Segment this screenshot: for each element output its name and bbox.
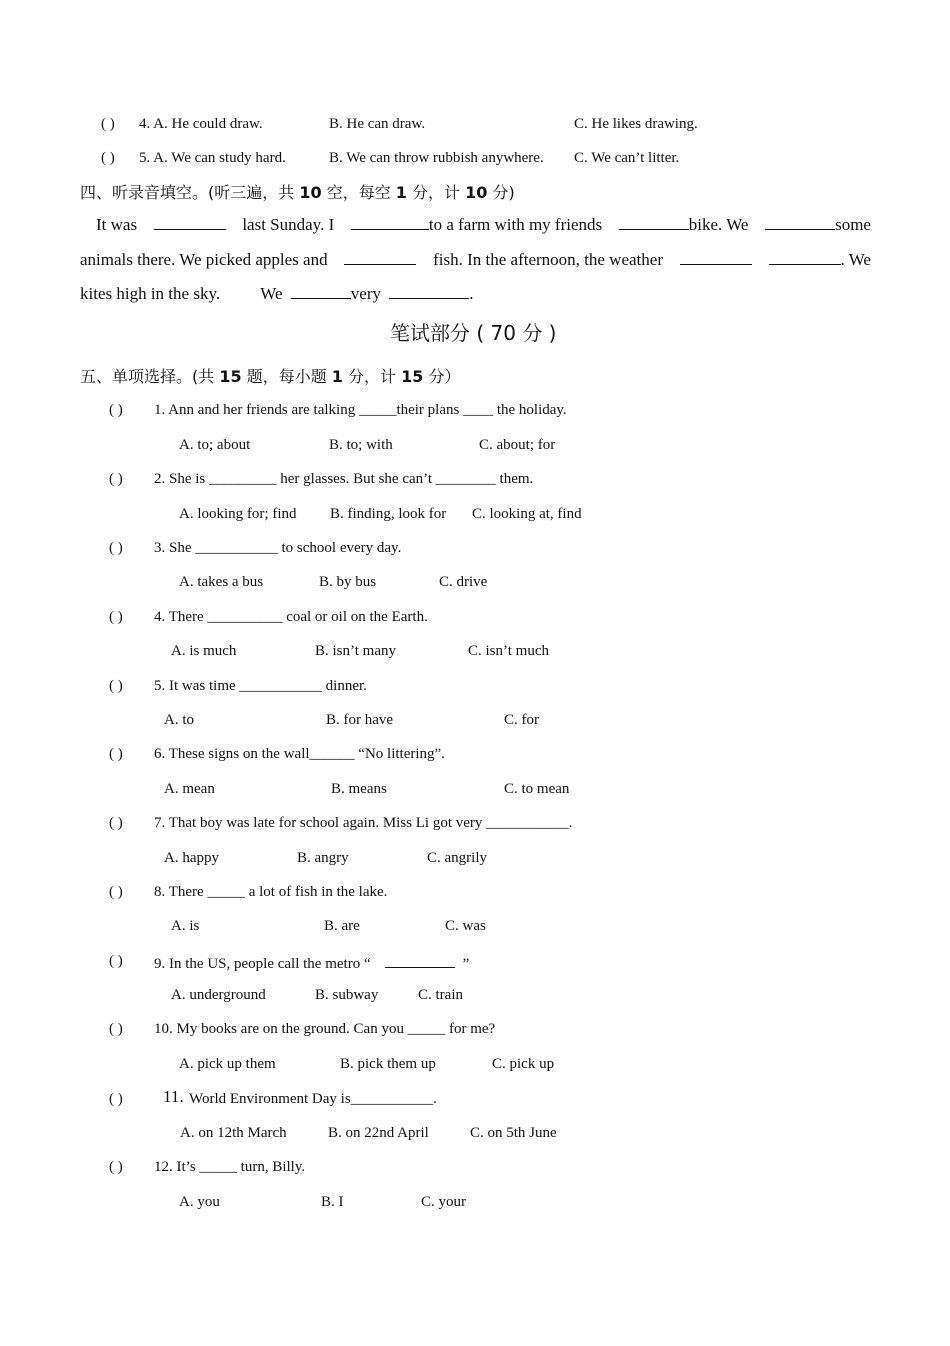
answer-paren[interactable]: ( ) xyxy=(109,678,123,694)
cloze-blank[interactable] xyxy=(291,284,351,299)
question-stem: 5. A. We can study hard. xyxy=(139,150,286,166)
heading-number: 1 xyxy=(331,367,343,386)
option-b: B. means xyxy=(331,781,387,797)
cloze-text: last Sunday. I xyxy=(242,215,335,234)
option-c: C. about; for xyxy=(479,437,556,453)
cloze-blank[interactable] xyxy=(680,250,752,265)
question-stem: 4. There __________ coal or oil on the Earth. xyxy=(154,609,428,625)
option-c: C. train xyxy=(418,987,463,1003)
heading-number: 15 xyxy=(219,367,242,386)
heading-text: 空，每空 xyxy=(321,183,396,202)
option-c: C. looking at, find xyxy=(472,506,582,522)
heading-text: 分) xyxy=(487,183,515,202)
question-stem: 7. That boy was late for school again. Miss Li got very ___________. xyxy=(154,815,573,831)
cloze-text: . We xyxy=(840,250,871,269)
option-a: A. happy xyxy=(164,850,219,866)
heading-text: 分，计 xyxy=(342,367,402,386)
answer-paren[interactable]: ( ) xyxy=(109,746,123,762)
option-b: B. to; with xyxy=(329,437,393,453)
cloze-blank[interactable] xyxy=(769,250,841,265)
question-stem: 6. These signs on the wall______ “No littering”. xyxy=(154,746,445,762)
question-number: 11. xyxy=(163,1087,184,1106)
option-c: C. for xyxy=(504,712,539,728)
cloze-blank[interactable] xyxy=(154,215,226,230)
option-b: B. are xyxy=(324,918,360,934)
answer-paren[interactable]: ( ) xyxy=(101,150,115,166)
option-c: C. angrily xyxy=(427,850,487,866)
option-a: A. to; about xyxy=(179,437,251,453)
cloze-text: kites high in the sky. xyxy=(80,284,221,303)
cloze-blank[interactable] xyxy=(389,284,469,299)
option-b: B. isn’t many xyxy=(315,643,396,659)
question-stem: 1. Ann and her friends are talking _____their plans ____ the holiday. xyxy=(154,402,567,418)
cloze-text: It was xyxy=(96,215,138,234)
option-a: A. to xyxy=(164,712,194,728)
question-stem: 2. She is _________ her glasses. But she can’t ________ them. xyxy=(154,471,534,487)
option-c: C. isn’t much xyxy=(468,643,549,659)
option-a: A. pick up them xyxy=(179,1056,276,1072)
answer-paren[interactable]: ( ) xyxy=(109,884,123,900)
option-c: C. He likes drawing. xyxy=(574,116,698,132)
section5-heading xyxy=(80,364,460,387)
option-a: A. you xyxy=(179,1194,220,1210)
heading-number: 15 xyxy=(401,367,424,386)
question-stem xyxy=(154,953,469,973)
answer-paren[interactable]: ( ) xyxy=(109,609,123,625)
cloze-text: very xyxy=(350,284,381,303)
option-c: C. pick up xyxy=(492,1056,555,1072)
option-b: B. We can throw rubbish anywhere. xyxy=(329,150,544,166)
answer-paren[interactable]: ( ) xyxy=(101,116,115,132)
option-c: C. your xyxy=(421,1194,466,1210)
cloze-blank[interactable] xyxy=(344,250,416,265)
answer-paren[interactable]: ( ) xyxy=(109,1021,123,1037)
question-stem: 5. It was time ___________ dinner. xyxy=(154,678,367,694)
option-b: B. for have xyxy=(326,712,394,728)
section4-heading xyxy=(80,180,515,203)
option-a: A. mean xyxy=(164,781,215,797)
question-stem: World Environment Day is___________. xyxy=(189,1091,437,1107)
stem-text: ” xyxy=(462,956,470,972)
heading-text: 题，每小题 xyxy=(241,367,332,386)
heading-text: 五、单项选择。(共 xyxy=(80,367,220,386)
cloze-text: to a farm with my friends xyxy=(428,215,603,234)
option-a: A. takes a bus xyxy=(179,574,264,590)
cloze-text: some xyxy=(835,215,871,234)
option-a: A. on 12th March xyxy=(180,1125,287,1141)
heading-number: 10 xyxy=(299,183,322,202)
written-part-title: 笔试部分 ( 70 分 ) xyxy=(390,321,557,345)
cloze-text: bike. We xyxy=(688,215,749,234)
option-c: C. on 5th June xyxy=(470,1125,557,1141)
answer-paren[interactable]: ( ) xyxy=(109,402,123,418)
option-b: B. pick them up xyxy=(340,1056,436,1072)
option-a: A. is much xyxy=(171,643,237,659)
answer-blank[interactable] xyxy=(385,953,455,968)
option-c: C. drive xyxy=(439,574,488,590)
answer-paren[interactable]: ( ) xyxy=(109,1159,123,1175)
cloze-text: . xyxy=(469,284,474,303)
heading-number: 1 xyxy=(395,183,407,202)
question-stem: 4. A. He could draw. xyxy=(139,116,263,132)
heading-number: 10 xyxy=(465,183,488,202)
cloze-line-3 xyxy=(80,284,474,304)
answer-paren[interactable]: ( ) xyxy=(109,540,123,556)
option-b: B. He can draw. xyxy=(329,116,426,132)
answer-paren[interactable]: ( ) xyxy=(109,1091,123,1107)
cloze-blank[interactable] xyxy=(765,215,835,230)
question-stem: 10. My books are on the ground. Can you _____ for me? xyxy=(154,1021,496,1037)
option-b: B. finding, look for xyxy=(330,506,447,522)
cloze-blank[interactable] xyxy=(351,215,429,230)
cloze-text: animals there. We picked apples and xyxy=(80,250,328,269)
stem-text: 9. In the US, people call the metro “ xyxy=(154,956,371,972)
option-c: C. was xyxy=(445,918,486,934)
option-a: A. underground xyxy=(171,987,266,1003)
heading-text: 分，计 xyxy=(406,183,466,202)
cloze-text: fish. In the afternoon, the weather xyxy=(433,250,663,269)
option-b: B. angry xyxy=(297,850,349,866)
cloze-line-1 xyxy=(96,215,871,235)
option-b: B. subway xyxy=(315,987,379,1003)
option-b: B. on 22nd April xyxy=(328,1125,429,1141)
question-stem: 3. She ___________ to school every day. xyxy=(154,540,402,556)
cloze-text: We xyxy=(260,284,283,303)
heading-text: 四、听录音填空。(听三遍，共 xyxy=(80,183,300,202)
answer-paren[interactable]: ( ) xyxy=(109,953,123,969)
question-stem: 12. It’s _____ turn, Billy. xyxy=(154,1159,306,1175)
heading-text: 分） xyxy=(423,367,461,386)
option-b: B. by bus xyxy=(319,574,377,590)
cloze-line-2 xyxy=(80,250,871,270)
answer-paren[interactable]: ( ) xyxy=(109,815,123,831)
option-c: C. to mean xyxy=(504,781,570,797)
answer-paren[interactable]: ( ) xyxy=(109,471,123,487)
question-stem: 8. There _____ a lot of fish in the lake. xyxy=(154,884,388,900)
cloze-blank[interactable] xyxy=(619,215,689,230)
option-a: A. is xyxy=(171,918,200,934)
option-a: A. looking for; find xyxy=(179,506,297,522)
option-c: C. We can’t litter. xyxy=(574,150,680,166)
option-b: B. I xyxy=(321,1194,344,1210)
